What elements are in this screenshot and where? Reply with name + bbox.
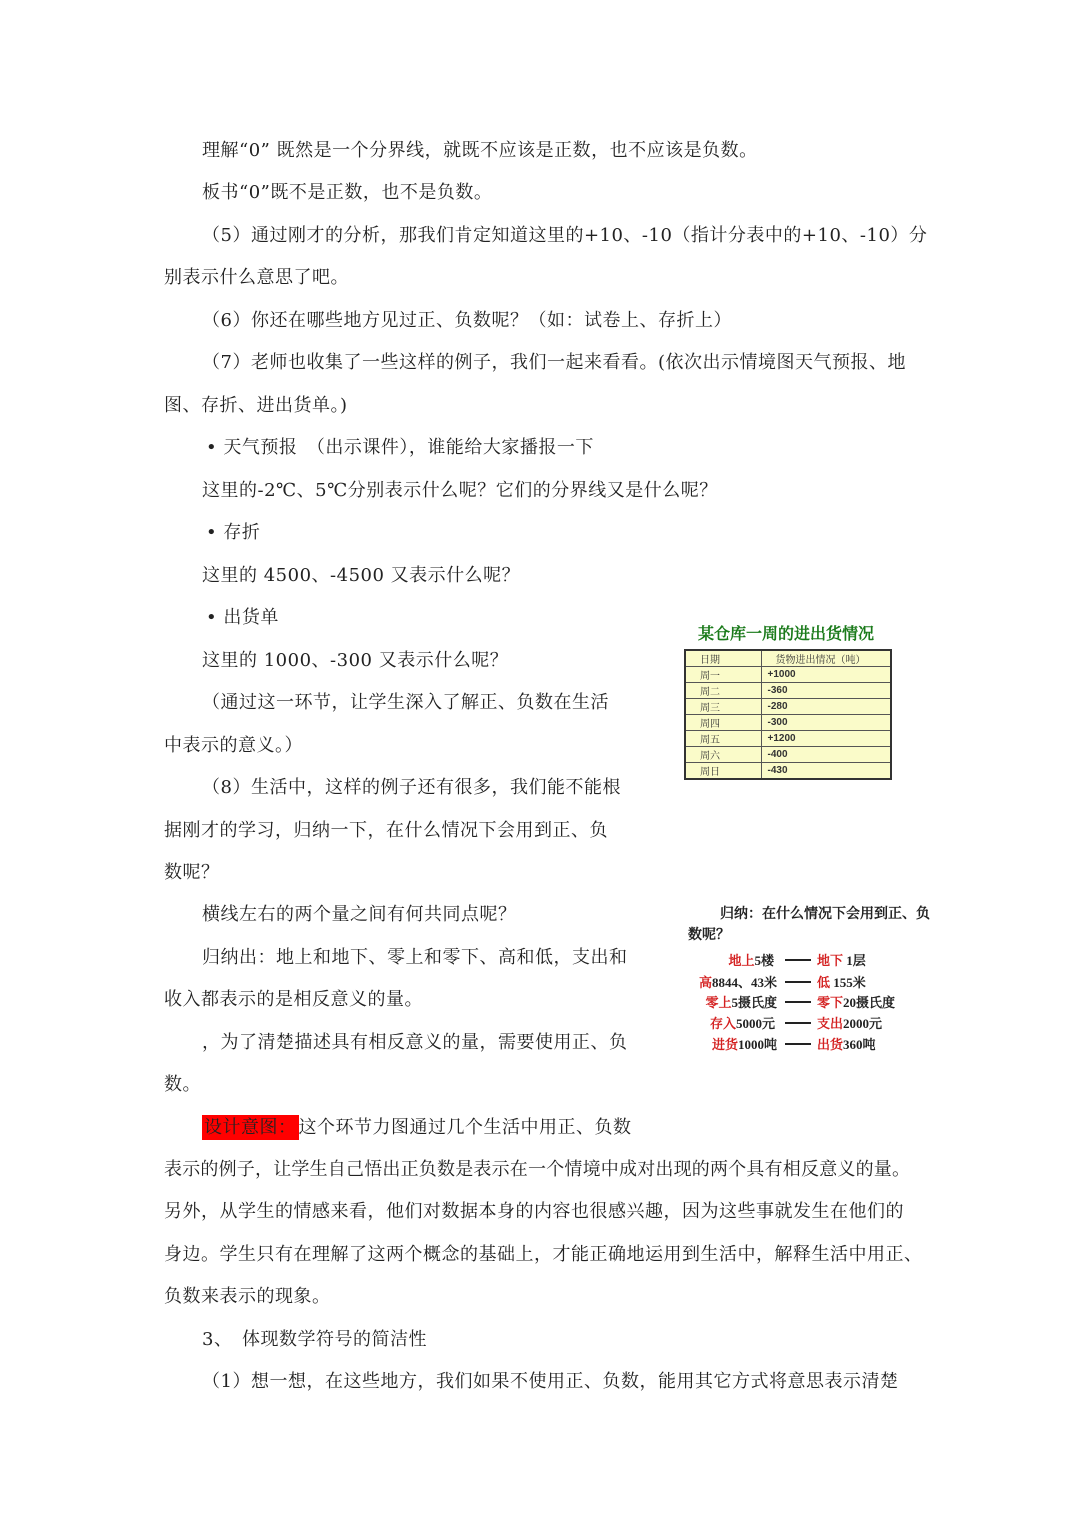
summary-title: 归纳：在什么情况下会用到正、负数呢？ bbox=[688, 907, 930, 943]
design-intent-text: 这个环节力图通过几个生活中用正、负数 bbox=[298, 1117, 632, 1138]
table-cell-day: 周六 bbox=[685, 747, 761, 763]
table-row bbox=[685, 731, 891, 747]
summary-right-4-red: 支出 bbox=[817, 1016, 844, 1031]
summary-left-4 bbox=[710, 1013, 775, 1032]
paragraph-board-note: 板书“0”既不是正数，也不是负数。 bbox=[202, 182, 493, 203]
table-cell-value: +1000 bbox=[761, 667, 891, 683]
summary-left-2 bbox=[699, 972, 777, 991]
paragraph-step5-line1: （5）通过刚才的分析，那我们肯定知道这里的+10、-10（指计分表中的+10、-10）分 bbox=[202, 225, 928, 246]
summary-left-3-red: 零上 bbox=[705, 995, 732, 1010]
table-cell-day: 周一 bbox=[685, 667, 761, 683]
paragraph-note-line1: （通过这一环节，让学生深入了解正、负数在生活 bbox=[202, 692, 609, 713]
table-row bbox=[685, 699, 891, 715]
paragraph-conclusion-line2: 收入都表示的是相反意义的量。 bbox=[164, 989, 423, 1010]
bullet-weather: • 天气预报 （出示课件），谁能给大家播报一下 bbox=[206, 437, 594, 458]
summary-right-5-black: 360吨 bbox=[843, 1037, 876, 1052]
table-cell-value: +1200 bbox=[761, 731, 891, 747]
summary-right-5 bbox=[817, 1034, 876, 1053]
table-row bbox=[685, 763, 891, 780]
paragraph-step8-line1: （8）生活中，这样的例子还有很多，我们能不能根 bbox=[202, 777, 621, 798]
paragraph-purpose-line2: 数。 bbox=[164, 1074, 201, 1095]
table-cell-value: -360 bbox=[761, 683, 891, 699]
paragraph-design-intent-line3: 另外，从学生的情感来看，他们对数据本身的内容也很感兴趣，因为这些事就发生在他们的 bbox=[164, 1201, 904, 1222]
table-cell-value: -400 bbox=[761, 747, 891, 763]
summary-right-1-black: 1层 bbox=[843, 953, 866, 968]
table-row bbox=[685, 683, 891, 699]
summary-right-4-black: 2000元 bbox=[843, 1016, 883, 1031]
paragraph-weather-question: 这里的-2℃、5℃分别表示什么呢？它们的分界线又是什么呢？ bbox=[202, 480, 718, 501]
paragraph-zero-boundary: 理解“0” 既然是一个分界线，就既不应该是正数，也不应该是负数。 bbox=[202, 140, 758, 161]
bullet-passbook: • 存折 bbox=[206, 522, 261, 543]
summary-right-3-red: 零下 bbox=[817, 995, 844, 1010]
summary-right-1 bbox=[817, 950, 866, 969]
summary-left-4-red: 存入 bbox=[709, 1016, 736, 1031]
paragraph-step6: （6）你还在哪些地方见过正、负数呢？（如：试卷上、存折上） bbox=[202, 310, 732, 331]
summary-left-1 bbox=[728, 950, 774, 969]
summary-dash-5 bbox=[785, 1043, 811, 1045]
summary-dash-1 bbox=[785, 959, 811, 961]
summary-right-2-red: 低 bbox=[817, 975, 831, 990]
paragraph-step5-line2: 别表示什么意思了吧。 bbox=[164, 267, 349, 288]
summary-right-1-red: 地下 bbox=[817, 953, 844, 968]
table-cell-value: -300 bbox=[761, 715, 891, 731]
table-cell-day: 周二 bbox=[685, 683, 761, 699]
table-header-goods: 货物进出情况（吨） bbox=[761, 650, 891, 667]
summary-right-2-black: 155米 bbox=[830, 975, 866, 990]
paragraph-step7-line2: 图、存折、进出货单。) bbox=[164, 395, 348, 416]
table-row bbox=[685, 747, 891, 763]
table-cell-value: -430 bbox=[761, 763, 891, 780]
paragraph-design-intent-line2: 表示的例子，让学生自己悟出正负数是表示在一个情境中成对出现的两个具有相反意义的量。 bbox=[164, 1159, 911, 1180]
summary-dash-2 bbox=[785, 981, 811, 983]
table-row bbox=[685, 667, 891, 683]
warehouse-table-title: 某仓库一周的进出货情况 bbox=[698, 624, 875, 643]
summary-left-1-black: 5楼 bbox=[754, 953, 774, 968]
summary-left-1-red: 地上 bbox=[728, 953, 755, 968]
table-cell-day: 周日 bbox=[685, 763, 761, 780]
table-cell-day: 周四 bbox=[685, 715, 761, 731]
table-cell-value: -280 bbox=[761, 699, 891, 715]
summary-left-5-black: 1000吨 bbox=[737, 1037, 777, 1052]
paragraph-note-line2: 中表示的意义。） bbox=[164, 735, 303, 756]
summary-left-5-red: 进货 bbox=[711, 1037, 738, 1052]
section-heading-3: 3、 体现数学符号的简洁性 bbox=[202, 1329, 427, 1350]
paragraph-design-intent-line5: 负数来表示的现象。 bbox=[164, 1286, 331, 1307]
summary-right-5-red: 出货 bbox=[817, 1037, 844, 1052]
summary-left-2-black: 8844、43米 bbox=[711, 975, 777, 990]
summary-right-2 bbox=[817, 972, 866, 991]
table-header-row bbox=[685, 650, 891, 667]
table-row bbox=[685, 715, 891, 731]
table-cell-day: 周五 bbox=[685, 731, 761, 747]
paragraph-design-intent-line4: 身边。学生只有在理解了这两个概念的基础上，才能正确地运用到生活中，解释生活中用正、 bbox=[164, 1244, 923, 1265]
paragraph-design-intent-line1 bbox=[202, 1116, 632, 1140]
summary-dash-3 bbox=[785, 1001, 811, 1003]
summary-right-3 bbox=[817, 992, 895, 1011]
paragraph-shipment-question: 这里的 1000、-300 又表示什么呢？ bbox=[202, 650, 509, 671]
table-header-date: 日期 bbox=[685, 650, 761, 667]
paragraph-conclusion-line1: 归纳出：地上和地下、零上和零下、高和低，支出和 bbox=[202, 947, 628, 968]
paragraph-step1-think: （1）想一想，在这些地方，我们如果不使用正、负数，能用其它方式将意思表示清楚 bbox=[202, 1371, 899, 1392]
summary-right-3-black: 20摄氏度 bbox=[843, 995, 896, 1010]
summary-dash-4 bbox=[785, 1022, 811, 1024]
summary-left-3-black: 5摄氏度 bbox=[731, 995, 777, 1010]
paragraph-step7-line1: （7）老师也收集了一些这样的例子，我们一起来看看。(依次出示情境图天气预报、地 bbox=[202, 352, 906, 373]
design-intent-label: 设计意图： bbox=[204, 1117, 297, 1138]
summary-left-4-black: 5000元 bbox=[735, 1016, 775, 1031]
paragraph-purpose-line1: ，为了清楚描述具有相反意义的量，需要使用正、负 bbox=[202, 1032, 628, 1053]
warehouse-table bbox=[684, 649, 892, 780]
summary-left-3 bbox=[705, 992, 777, 1011]
summary-right-4 bbox=[817, 1013, 882, 1032]
paragraph-step8-line2: 据刚才的学习，归纳一下，在什么情况下会用到正、负 bbox=[164, 820, 608, 841]
paragraph-passbook-question: 这里的 4500、-4500 又表示什么呢？ bbox=[202, 565, 521, 586]
summary-left-2-red: 高 bbox=[698, 975, 712, 990]
summary-left-5 bbox=[712, 1034, 777, 1053]
table-cell-day: 周三 bbox=[685, 699, 761, 715]
paragraph-step8-line3: 数呢？ bbox=[164, 862, 220, 883]
bullet-shipment: • 出货单 bbox=[206, 607, 279, 628]
paragraph-common-question: 横线左右的两个量之间有何共同点呢？ bbox=[202, 904, 517, 925]
